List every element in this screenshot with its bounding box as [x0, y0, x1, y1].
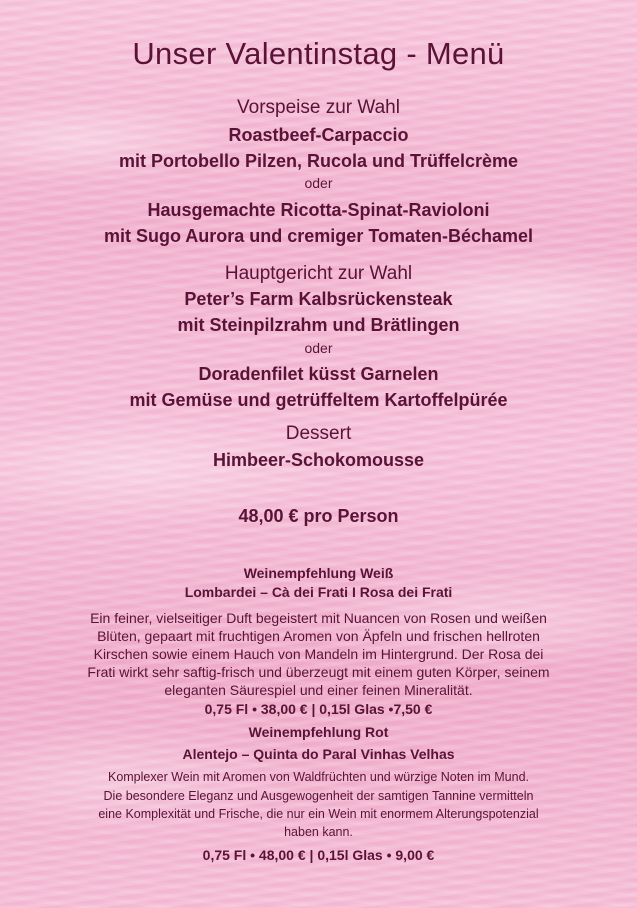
main-option1-name: Peter’s Farm Kalbsrückensteak [184, 289, 453, 309]
dessert-heading: Dessert [285, 423, 352, 444]
white-wine-description-line: Frati wirkt sehr saftig-frisch und überzeugt mit einem guten Körper, seinem [87, 664, 550, 680]
dessert-item: Himbeer-Schokomousse [212, 450, 425, 470]
white-wine-heading: Weinempfehlung Weiß [243, 565, 394, 581]
starter-or: oder [304, 175, 333, 191]
red-wine-description-line: haben kann. [284, 825, 353, 839]
white-wine-name: Lombardei – Cà dei Frati I Rosa dei Frati [184, 584, 453, 600]
red-wine-description-line: Die besondere Eleganz und Ausgewogenheit der samtigen Tannine vermitteln [103, 789, 534, 803]
white-wine-price: 0,75 Fl • 38,00 € | 0,15l Glas •7,50 € [204, 701, 433, 717]
white-wine-description-line: Ein feiner, vielseitiger Duft begeistert mit Nuancen von Rosen und weißen [90, 610, 547, 626]
white-wine-description-line: eleganten Säurespiel und einer feinen Mineralität. [164, 682, 473, 698]
red-wine-name: Alentejo – Quinta do Paral Vinhas Velhas [182, 746, 455, 762]
main-option2-detail: mit Gemüse und getrüffeltem Kartoffelpürée [129, 390, 508, 410]
red-wine-description-line: Komplexer Wein mit Aromen von Waldfrüchten und würzige Noten im Mund. [107, 770, 530, 784]
starter-option2-detail: mit Sugo Aurora und cremiger Tomaten-Béchamel [103, 226, 534, 246]
starter-option1-name: Roastbeef-Carpaccio [228, 125, 409, 145]
red-wine-price: 0,75 Fl • 48,00 € | 0,15l Glas • 9,00 € [202, 847, 435, 863]
main-option2-name: Doradenfilet küsst Garnelen [198, 364, 439, 384]
white-wine-description-line: Blüten, gepaart mit fruchtigen Aromen von Äpfeln und frischen hellroten [97, 628, 540, 644]
main-option1-detail: mit Steinpilzrahm und Brätlingen [177, 315, 460, 335]
menu-title: Unser Valentinstag - Menü [132, 36, 505, 71]
red-wine-description-line: eine Komplexität und Frische, die nur ein Wein mit enormem Alterungspotenzial [98, 807, 539, 821]
starter-option1-detail: mit Portobello Pilzen, Rucola und Trüffelcrème [118, 151, 519, 171]
starter-option2-name: Hausgemachte Ricotta-Spinat-Ravioloni [147, 200, 490, 220]
red-wine-heading: Weinempfehlung Rot [248, 724, 389, 740]
main-heading: Hauptgericht zur Wahl [224, 263, 413, 284]
main-or: oder [304, 340, 333, 356]
starter-heading: Vorspeise zur Wahl [237, 97, 400, 118]
white-wine-description-line: Kirschen sowie einem Hauch von Mandeln im Hintergrund. Der Rosa dei [93, 646, 544, 662]
menu-price: 48,00 € pro Person [238, 506, 399, 526]
